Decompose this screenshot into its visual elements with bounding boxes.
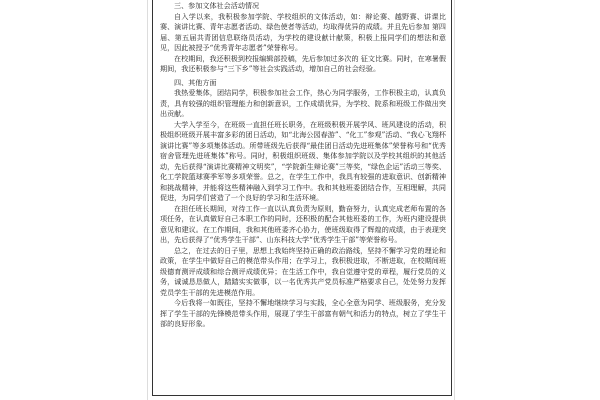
paragraph-other-2: 大学入学至今，在班级一直担任班长职务，在班级积极开展学风、班风建设的活动，积极组织班级开展丰富多彩的团日活动，如“北海公园春游”、“化工”参观”活动、“我心飞翔杯演讲比赛”等多项集体活动。所带班级先后获得“最佳团日活动先进班集体”荣誉称号和“优秀宿舍管理先进班集体”称号。同时，积极组织班级、集体参加学院以及学校其组织的其他活动，先后获得“演讲比赛精神文明奖”，“学院新生辩论赛”三等奖，“绿色企运”活动三等奖、化工学院篮球赛季军等多项荣誉。总之，在学生工作中，我具有较强的进取意识、创新精神和挑战精神，并能将这些精神融入到学习工作中。我和其他班委团结合作，互相理解，共同促进，为同学们营造了一个良好的学习和生活环境。: [160, 119, 446, 202]
paragraph-other-4: 总之，在过去的日子里，思想上我始终坚持正确的政治路线，坚持不懈学习党的理论和政策，在学生中做好自己的模范带头作用；在学习上，我积极进取，不断进取，在校期间班级德育测评成绩和综合测评成绩优异；在生活工作中，我自觉遵守党的章程，履行党员的义务，诚诚恳恳做人，踏踏实实做事，以一名优秀共产党员标准严格要求自己，处处努力发挥党员学生干部的先进模范作用。: [160, 245, 446, 297]
document-body: [160, 1, 446, 393]
section-heading-other: 四、其他方面: [174, 77, 217, 87]
paragraph-activities-2: 在校期间，我还积极到校报编辑部投稿，先后参加过多次的 征文比赛。同时，在寒暑假期间，我还积极参与“三下乡”等社会实践活动，增加自己的社会经验。: [160, 53, 446, 73]
section-heading-activities: 三、参加文体社会活动情况: [174, 1, 260, 10]
paragraph-other-1: 我热爱集体，团结同学，积极参加社会工作，热心为同学服务，工作积极主动，认真负责，具有较强的组织管理能力和创新意识，工作成绩优异，为学校、院系和班级工作做出突出贡献。: [160, 88, 446, 118]
paragraph-other-5: 今后我将一如既往，坚持不懈地继续学习与实践，全心全意为同学、班级服务，充分发挥了学生干部的先锋模范带头作用，展现了学生干部富有朝气和活力的特点，树立了学生干部的良好形象。: [160, 298, 446, 328]
paragraph-activities-1: 自入学以来，我积极参加学院、学校组织的文体活动，如：辩论赛、越野赛、讲课比赛、演讲比赛、青年志愿者活动、绿色使者等活动，均取得优异的成绩。并且先后参加 第四届、第五届共青团信息联络员活动，为学校的建设献计献策，积极上报同学们的想法和意见，因此被授予“优秀青年志愿者”荣誉称号。: [160, 11, 446, 52]
paragraph-other-3: 在担任班长期间，对待工作一直以认真负责为原则，勤奋努力，认真完成老师布置的各项任务，在认真做好自己本职工作的同时，还积极的配合其他班委的工作，为班内建设提供意见和建议。在工作期间，我和其他班委齐心协力，使班级取得了辉煌的成绩，由于表现突出，先后获得了“优秀学生干部”、山东科技大学“优秀学生干部”等荣誉称号。: [160, 203, 446, 244]
